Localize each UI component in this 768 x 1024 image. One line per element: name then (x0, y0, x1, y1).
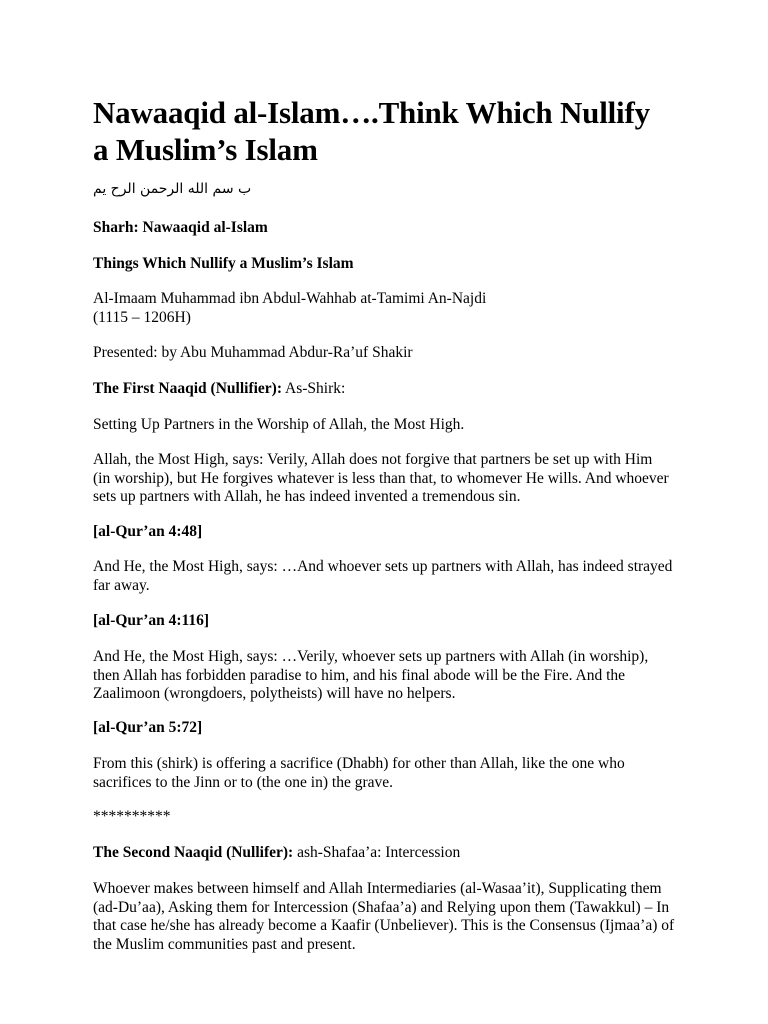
paragraph-4-line-1: From this (shirk) is offering a sacrifice (Dhabh) for other than Allah, like the one who (93, 755, 625, 772)
quran-reference-1: [al-Qur’an 4:48] (93, 523, 203, 540)
first-naaqid-label: The First Naaqid (Nullifier): (93, 380, 282, 397)
document-page (93, 94, 693, 953)
paragraph-1-line-1: Allah, the Most High, says: Verily, Allah does not forgive that partners be set up with Him (93, 451, 653, 468)
paragraph-5-line-1: Whoever makes between himself and Allah Intermediaries (al-Wasaa’it), Supplicating them (93, 880, 662, 897)
title-line-1: Nawaaqid al-Islam….Think Which Nullify (93, 95, 650, 130)
second-naaqid-value: ash-Shafaa’a: Intercession (293, 844, 461, 861)
paragraph-3-line-2: then Allah has forbidden paradise to him, and his final abode will be the Fire. And the (93, 666, 626, 684)
document-title (93, 94, 693, 168)
paragraph-3 (93, 648, 693, 704)
subtitle-heading: Things Which Nullify a Muslim’s Islam (93, 255, 354, 272)
author-line-1: Al-Imaam Muhammad ibn Abdul-Wahhab at-Tamimi An-Najdi (93, 290, 487, 307)
paragraph-2-line-2: far away. (93, 576, 150, 594)
second-naaqid-label: The Second Naaqid (Nullifer): (93, 844, 294, 861)
paragraph-3-line-1: And He, the Most High, says: …Verily, whoever sets up partners with Allah (in worship), (93, 648, 649, 665)
basmala: ب سم الله الرحمن الرح يم (93, 181, 252, 197)
quran-reference-2: [al-Qur’an 4:116] (93, 612, 210, 629)
paragraph-2 (93, 558, 693, 595)
first-naaqid-heading (93, 380, 693, 399)
paragraph-1-line-3: sets up partners with Allah, he has indeed invented a tremendous sin. (93, 488, 521, 505)
setting-up-partners: Setting Up Partners in the Worship of Allah, the Most High. (93, 416, 465, 433)
paragraph-5 (93, 880, 693, 954)
title-line-2: a Muslim’s Islam (93, 132, 318, 167)
paragraph-1 (93, 451, 693, 507)
paragraph-1-line-2: (in worship), but He forgives whatever is less than that, to whomever He wills. And whoever (93, 469, 669, 487)
paragraph-5-line-2: (ad-Du’aa), Asking them for Intercession (Shafaa’a) and Relying upon them (Tawakkul) – In (93, 898, 670, 916)
section-separator: ********** (93, 808, 171, 825)
paragraph-5-line-3: that case he/she has already become a Kaafir (Unbeliever). This is the Consensus (Ijmaa’a) of (93, 917, 675, 934)
quran-reference-3: [al-Qur’an 5:72] (93, 719, 203, 736)
presented-by: Presented: by Abu Muhammad Abdur-Ra’uf Shakir (93, 344, 413, 361)
first-naaqid-value: As-Shirk: (282, 380, 346, 397)
author-paragraph (93, 290, 693, 327)
author-line-2: (1115 – 1206H) (93, 308, 191, 326)
second-naaqid-heading (93, 844, 693, 863)
paragraph-4 (93, 755, 693, 792)
paragraph-4-line-2: sacrifices to the Jinn or to (the one in) the grave. (93, 773, 393, 791)
paragraph-5-line-4: the Muslim communities past and present. (93, 935, 356, 953)
sharh-heading: Sharh: Nawaaqid al-Islam (93, 219, 268, 236)
paragraph-2-line-1: And He, the Most High, says: …And whoever sets up partners with Allah, has indeed strayed (93, 558, 673, 575)
paragraph-3-line-3: Zaalimoon (wrongdoers, polytheists) will have no helpers. (93, 685, 456, 702)
